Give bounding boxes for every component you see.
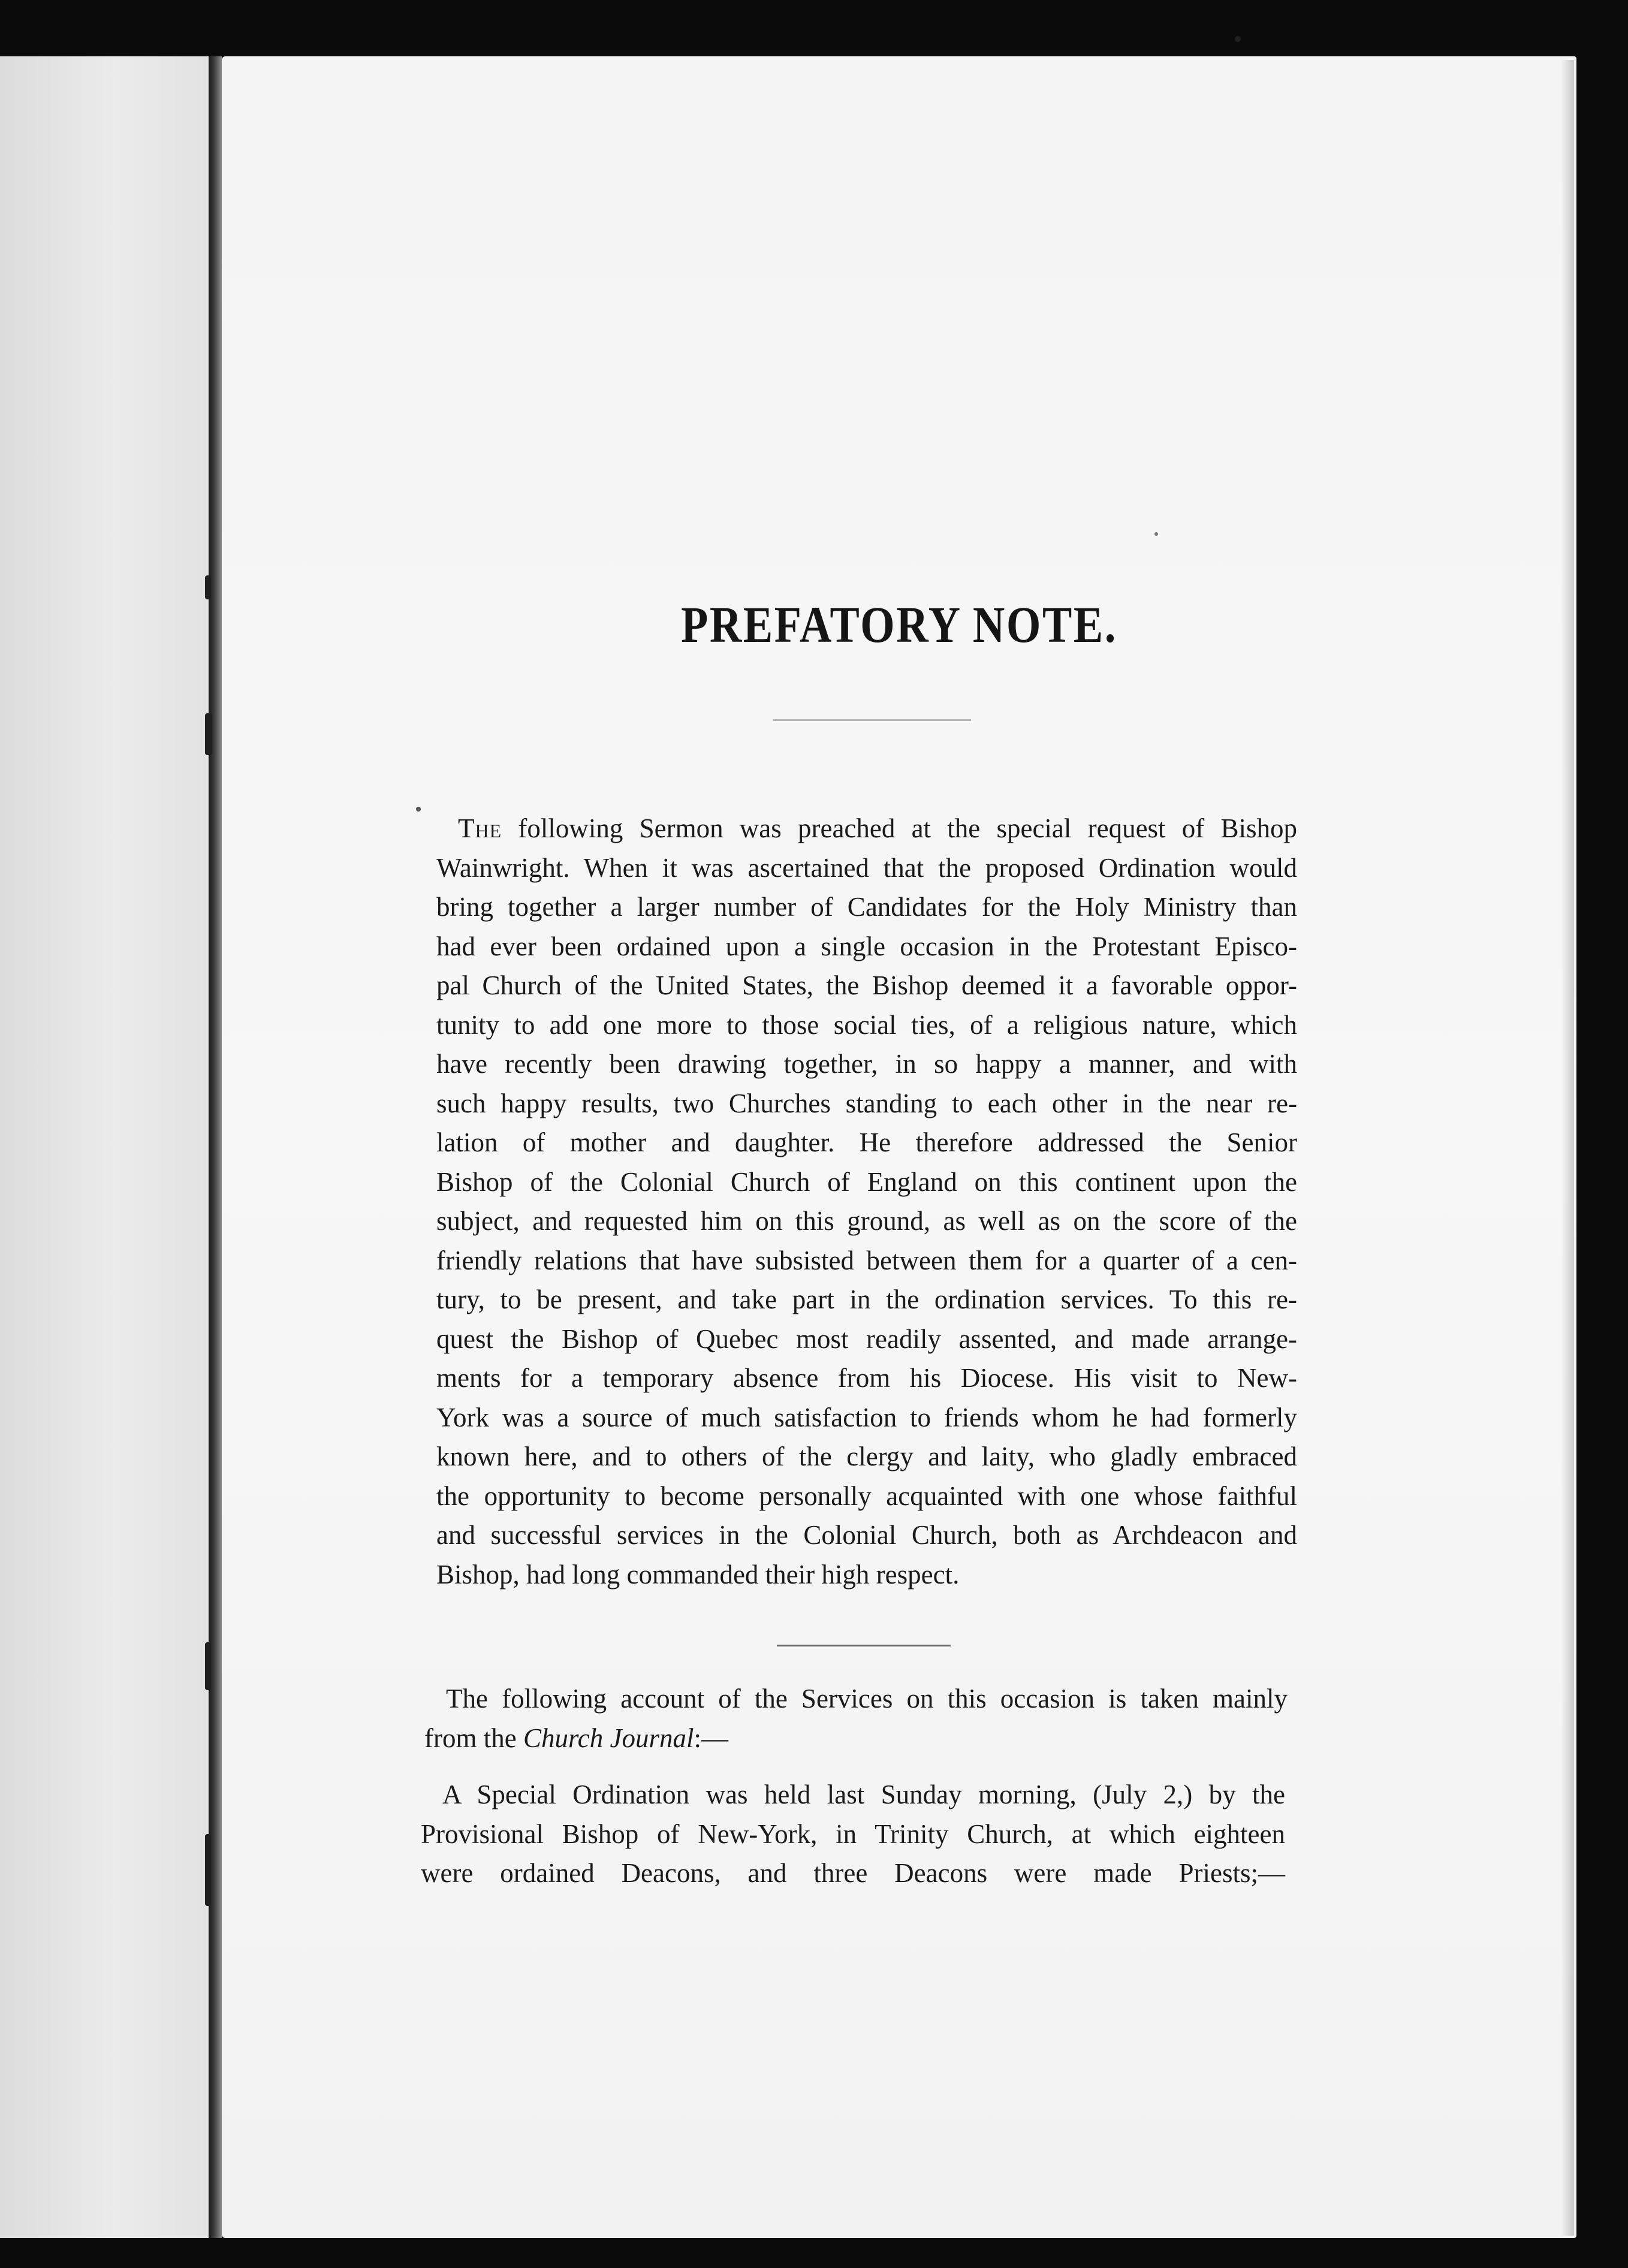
title-divider <box>773 719 971 721</box>
paragraph-intro-line <box>436 809 1297 849</box>
paragraph-intro-line: known here, and to others of the clergy and laity, who gladly embraced <box>436 1441 1297 1471</box>
scan-speck <box>416 807 421 812</box>
source-title-punctuation: :— <box>694 1723 729 1753</box>
paragraph-intro-line: the opportunity to become personally acquainted with one whose faithful <box>436 1480 1297 1511</box>
paragraph-intro-line: have recently been drawing together, in so happy a manner, and with <box>436 1049 1297 1079</box>
paragraph-intro-line: and successful services in the Colonial Church, both as Archdeacon and <box>436 1520 1297 1550</box>
scan-speck <box>205 575 211 599</box>
paragraph-intro-line: subject, and requested him on this ground, as well as on the score of the <box>436 1206 1297 1236</box>
paragraph-ordination <box>421 1775 1285 1893</box>
paragraph-intro-line: friendly relations that have subsisted between them for a quarter of a cen- <box>436 1245 1297 1275</box>
book-gutter <box>209 56 222 2238</box>
paragraph-intro-line: York was a source of much satisfaction to friends whom he had formerly <box>436 1402 1297 1432</box>
paragraph-ordination-line: A Special Ordination was held last Sunday morning, (July 2,) by the <box>442 1780 1285 1809</box>
paragraph-ordination-line: were ordained Deacons, and three Deacons were made Priests;— <box>421 1858 1285 1888</box>
paragraph-intro-line: bring together a larger number of Candidates for the Holy Ministry than <box>436 892 1297 922</box>
facing-page-left <box>0 56 210 2238</box>
paragraph-intro-line: tury, to be present, and take part in the ordination services. To this re- <box>436 1284 1297 1314</box>
source-title: Church Journal <box>523 1723 694 1753</box>
paragraph-ordination-line: Provisional Bishop of New-York, in Trinity Church, at which eighteen <box>421 1818 1285 1849</box>
paragraph-intro-line: had ever been ordained upon a single occasion in the Protestant Episco- <box>436 931 1297 961</box>
page-title: PREFATORY NOTE. <box>681 596 1117 653</box>
paragraph-intro-line: Wainwright. When it was ascertained that the proposed Ordination would <box>436 852 1297 883</box>
scan-speck <box>1235 36 1241 42</box>
page-edge-shadow <box>1561 60 1574 2236</box>
paragraph-intro-line: such happy results, two Churches standing to each other in the near re- <box>436 1088 1297 1118</box>
scan-speck <box>205 1834 211 1906</box>
scan-speck <box>205 713 212 755</box>
paragraph-intro <box>436 809 1297 1594</box>
scan-speck <box>205 1642 211 1690</box>
paragraph-intro-line: Bishop, had long commanded their high respect. <box>436 1559 960 1590</box>
paragraph-account-line: The following account of the Services on this occasion is taken mainly <box>446 1684 1288 1714</box>
paragraph-intro-line: Bishop of the Colonial Church of England on this continent upon the <box>436 1166 1297 1197</box>
paragraph-intro-line: quest the Bishop of Quebec most readily assented, and made arrange- <box>436 1323 1297 1354</box>
paragraph-lead-word: The <box>458 813 502 843</box>
scan-speck <box>1154 532 1158 536</box>
paragraph-account-line-text: from the <box>424 1723 517 1753</box>
paragraph-intro-line: tunity to add one more to those social ties, of a religious nature, which <box>436 1009 1297 1040</box>
paragraph-intro-line: ments for a temporary absence from his Diocese. His visit to New- <box>436 1363 1297 1393</box>
paragraph-account <box>424 1679 1288 1758</box>
paragraph-account-line <box>424 1719 1288 1759</box>
paragraph-intro-line: lation of mother and daughter. He therefore addressed the Senior <box>436 1127 1297 1157</box>
paragraph-intro-line: pal Church of the United States, the Bishop deemed it a favorable oppor- <box>436 970 1297 1000</box>
section-divider <box>777 1645 951 1646</box>
paragraph-intro-line-text: following Sermon was preached at the special request of Bishop <box>518 813 1298 843</box>
